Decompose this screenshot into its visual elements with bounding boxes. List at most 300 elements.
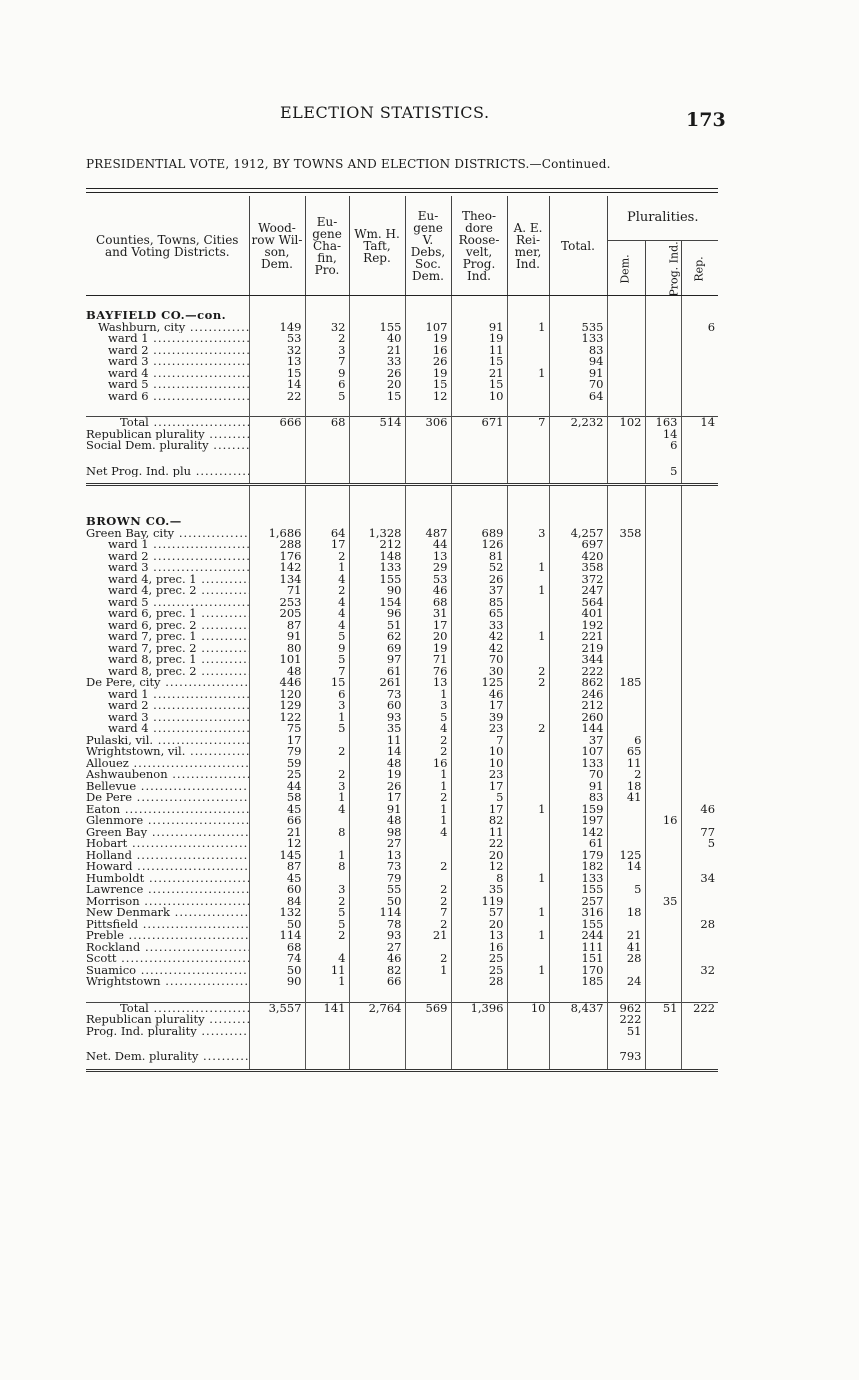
vote-cell: 79 [349,873,405,885]
district-name: Rockland ..... [86,942,249,954]
vote-cell [645,562,681,574]
vote-cell: 13 [349,850,405,862]
vote-cell: 6 [607,735,645,747]
vote-cell [681,1014,718,1026]
vote-cell: 1 [305,850,349,862]
vote-cell: 19 [451,333,507,345]
vote-cell: 2 [305,769,349,781]
vote-cell: 155 [349,322,405,334]
vote-cell: 18 [607,907,645,919]
district-name: Lawrence ..... [86,884,249,896]
vote-cell: 44 [405,539,451,551]
vote-cell: 39 [451,712,507,724]
vote-cell: 159 [549,804,607,816]
vote-cell: 34 [681,873,718,885]
table-row [86,700,718,712]
vote-cell [507,345,549,357]
vote-cell: 1 [507,368,549,380]
vote-cell: 19 [405,643,451,655]
running-title: ELECTION STATISTICS. [280,103,490,122]
vote-cell: 8 [451,873,507,885]
vote-cell: 120 [249,689,305,701]
vote-cell: 45 [249,804,305,816]
district-name: ward 5 ..... [86,597,249,609]
vote-cell: 41 [607,942,645,954]
table-row [86,712,718,724]
table-row [86,884,718,896]
vote-cell: 514 [349,417,405,429]
district-name: ward 1 ..... [86,689,249,701]
vote-cell: 17 [405,620,451,632]
vote-cell: 535 [549,322,607,334]
vote-cell [507,700,549,712]
vote-cell: 2 [405,919,451,931]
vote-cell: 15 [451,379,507,391]
vote-cell [645,585,681,597]
vote-cell [681,769,718,781]
table-row [86,356,718,368]
vote-cell [507,769,549,781]
vote-cell [249,440,305,452]
vote-cell: 185 [549,976,607,988]
district-name: Preble ..... [86,930,249,942]
vote-cell [645,654,681,666]
vote-cell: 42 [451,631,507,643]
vote-cell: 3 [305,884,349,896]
vote-cell [681,620,718,632]
vote-cell [645,712,681,724]
district-name: ward 2 ..... [86,345,249,357]
vote-cell: 14 [249,379,305,391]
vote-cell: 3 [305,781,349,793]
vote-cell: 19 [405,368,451,380]
vote-cell: 4 [305,953,349,965]
district-name: ward 4, prec. 1 ..... [86,574,249,586]
vote-cell [607,333,645,345]
vote-cell [507,815,549,827]
vote-cell: 2 [305,333,349,345]
vote-cell: 15 [305,677,349,689]
vote-cell [681,379,718,391]
vote-cell [645,746,681,758]
vote-cell: 1 [405,781,451,793]
vote-cell: 1,686 [249,528,305,540]
table-row [86,466,718,478]
vote-cell: 71 [249,585,305,597]
vote-cell: 16 [451,942,507,954]
vote-cell: 22 [451,838,507,850]
vote-cell [451,440,507,452]
vote-cell [451,466,507,478]
vote-cell: 316 [549,907,607,919]
vote-cell [249,429,305,441]
vote-cell [451,429,507,441]
vote-cell: 70 [549,769,607,781]
district-name: ward 3 ..... [86,562,249,574]
vote-cell: 15 [451,356,507,368]
vote-cell: 51 [607,1026,645,1038]
vote-cell: 10 [451,758,507,770]
district-name: Eaton ..... [86,804,249,816]
vote-cell: 569 [405,1002,451,1014]
vote-cell: 27 [349,838,405,850]
vote-cell: 11 [349,735,405,747]
vote-cell [645,930,681,942]
vote-cell: 23 [451,723,507,735]
vote-cell [607,827,645,839]
vote-cell [507,597,549,609]
vote-cell [405,440,451,452]
vote-cell: 5 [681,838,718,850]
vote-cell: 132 [249,907,305,919]
vote-cell [607,562,645,574]
vote-cell [549,440,607,452]
vote-cell [645,919,681,931]
vote-cell: 1 [405,965,451,977]
vote-cell: 154 [349,597,405,609]
district-name: ward 2 ..... [86,551,249,563]
vote-cell [681,884,718,896]
vote-cell: 37 [451,585,507,597]
vote-cell [645,827,681,839]
vote-cell: 420 [549,551,607,563]
vote-cell [607,551,645,563]
vote-cell [681,654,718,666]
vote-cell [681,942,718,954]
vote-cell [507,942,549,954]
vote-cell: 46 [405,585,451,597]
vote-cell: 50 [349,896,405,908]
vote-cell: 155 [549,884,607,896]
top-rule-2 [86,192,718,193]
vote-cell [645,1051,681,1063]
vote-cell [607,712,645,724]
vote-cell [645,976,681,988]
vote-cell: 222 [681,1002,718,1014]
vote-cell: 219 [549,643,607,655]
vote-cell: 129 [249,700,305,712]
vote-cell: 12 [405,391,451,403]
vote-cell: 28 [607,953,645,965]
vote-cell [507,976,549,988]
vote-cell: 6 [645,440,681,452]
table-row [86,689,718,701]
vote-cell [645,391,681,403]
district-name: ward 8, prec. 1 ..... [86,654,249,666]
vote-cell [549,466,607,478]
vote-cell [405,1026,451,1038]
vote-cell [549,1014,607,1026]
vote-cell: 6 [305,689,349,701]
vote-cell [645,838,681,850]
table-row [86,976,718,988]
district-name: Republican plurality ..... [86,1014,249,1026]
county-name: BROWN CO.— [86,516,182,528]
vote-cell [249,1026,305,1038]
vote-cell: 50 [249,919,305,931]
vote-cell: 12 [249,838,305,850]
district-name: Green Bay ..... [86,827,249,839]
vote-cell: 70 [549,379,607,391]
table-row [86,322,718,334]
vote-cell [681,539,718,551]
vote-cell: 13 [405,677,451,689]
vote-cell [607,391,645,403]
vote-cell [681,976,718,988]
vote-cell: 61 [549,838,607,850]
vote-cell [645,942,681,954]
vote-cell: 41 [607,792,645,804]
district-name: Pulaski, vil. ..... [86,735,249,747]
table-row [86,631,718,643]
vote-cell [507,838,549,850]
vote-cell: 1,328 [349,528,405,540]
vote-cell [681,333,718,345]
header-reimer: A. E. Rei- mer, Ind. [507,196,549,296]
table-body [86,296,718,1071]
vote-cell: 28 [681,919,718,931]
district-name: Republican plurality ..... [86,429,249,441]
table-row [86,539,718,551]
vote-cell: 20 [405,631,451,643]
vote-cell: 2 [405,792,451,804]
table-row [86,965,718,977]
district-name: ward 3 ..... [86,712,249,724]
vote-cell [645,758,681,770]
vote-cell: 64 [305,528,349,540]
vote-cell: 14 [349,746,405,758]
vote-cell [349,429,405,441]
vote-cell [507,850,549,862]
vote-cell [507,608,549,620]
vote-cell: 83 [549,345,607,357]
vote-cell: 133 [549,873,607,885]
vote-cell: 91 [349,804,405,816]
vote-cell [645,608,681,620]
vote-cell [645,528,681,540]
district-name: Hobart ..... [86,838,249,850]
vote-cell: 114 [349,907,405,919]
vote-cell: 372 [549,574,607,586]
vote-cell [681,608,718,620]
vote-cell: 5 [305,907,349,919]
vote-cell: 149 [249,322,305,334]
header-taft: Wm. H. Taft, Rep. [349,196,405,296]
vote-cell: 1 [507,322,549,334]
vote-cell: 1 [405,769,451,781]
vote-cell: 17 [451,804,507,816]
district-name: Allouez ..... [86,758,249,770]
vote-cell: 8,437 [549,1002,607,1014]
vote-cell: 73 [349,689,405,701]
vote-cell: 671 [451,417,507,429]
table-row [86,608,718,620]
district-name: Social Dem. plurality ..... [86,440,249,452]
vote-cell: 107 [549,746,607,758]
vote-cell: 2 [507,677,549,689]
district-name: ward 5 ..... [86,379,249,391]
vote-cell: 2,232 [549,417,607,429]
vote-cell: 4 [305,608,349,620]
vote-cell: 20 [451,850,507,862]
vote-cell: 192 [549,620,607,632]
vote-cell [645,574,681,586]
vote-cell: 46 [681,804,718,816]
vote-cell [349,1026,405,1038]
vote-cell: 45 [249,873,305,885]
vote-cell: 1 [305,976,349,988]
vote-cell: 77 [681,827,718,839]
vote-cell: 2 [405,953,451,965]
vote-cell: 83 [549,792,607,804]
vote-cell: 21 [249,827,305,839]
vote-cell: 94 [549,356,607,368]
vote-cell: 102 [607,417,645,429]
vote-cell: 107 [405,322,451,334]
vote-cell [349,1014,405,1026]
table-row [86,677,718,689]
vote-cell: 17 [451,781,507,793]
vote-cell: 793 [607,1051,645,1063]
vote-cell: 48 [349,758,405,770]
vote-cell: 48 [249,666,305,678]
vote-cell: 42 [451,643,507,655]
vote-cell [507,1014,549,1026]
vote-cell: 133 [549,333,607,345]
vote-cell: 10 [507,1002,549,1014]
vote-cell: 257 [549,896,607,908]
table-row [86,953,718,965]
district-name: Washburn, city ..... [86,322,249,334]
vote-cell: 7 [305,356,349,368]
vote-cell: 101 [249,654,305,666]
vote-cell: 15 [249,368,305,380]
table-row [86,781,718,793]
vote-cell [405,466,451,478]
vote-cell: 1 [405,689,451,701]
vote-cell: 4,257 [549,528,607,540]
vote-cell: 32 [681,965,718,977]
vote-cell [645,597,681,609]
vote-cell [681,528,718,540]
vote-cell [507,379,549,391]
vote-cell: 4 [305,597,349,609]
vote-cell [405,976,451,988]
vote-cell: 68 [249,942,305,954]
vote-cell: 151 [549,953,607,965]
vote-cell: 73 [349,861,405,873]
vote-cell: 51 [349,620,405,632]
vote-cell: 1 [305,792,349,804]
vote-cell: 8 [305,827,349,839]
vote-cell: 3 [305,700,349,712]
vote-cell [507,689,549,701]
vote-cell: 13 [249,356,305,368]
vote-cell [681,631,718,643]
vote-cell: 25 [451,965,507,977]
vote-cell: 3 [305,345,349,357]
district-name: ward 4 ..... [86,368,249,380]
vote-cell [645,666,681,678]
vote-cell [681,712,718,724]
vote-cell: 17 [451,700,507,712]
table-row [86,815,718,827]
vote-cell: 84 [249,896,305,908]
vote-cell: 14 [607,861,645,873]
district-name: Prog. Ind. plurality ..... [86,1026,249,1038]
vote-cell: 30 [451,666,507,678]
header-wilson: Wood- row Wil- son, Dem. [249,196,305,296]
vote-cell: 16 [645,815,681,827]
vote-cell [349,1051,405,1063]
table-row [86,379,718,391]
vote-cell [507,539,549,551]
district-name: Net. Dem. plurality ..... [86,1051,249,1063]
vote-cell: 197 [549,815,607,827]
vote-cell [607,654,645,666]
vote-cell [405,838,451,850]
vote-cell: 11 [305,965,349,977]
vote-cell: 142 [549,827,607,839]
vote-cell: 46 [349,953,405,965]
vote-cell: 4 [305,620,349,632]
vote-cell [507,466,549,478]
vote-cell: 18 [607,781,645,793]
vote-cell [681,391,718,403]
vote-cell: 19 [405,333,451,345]
vote-cell: 288 [249,539,305,551]
vote-cell: 4 [305,804,349,816]
vote-cell: 222 [607,1014,645,1026]
running-head [0,103,859,131]
vote-cell: 134 [249,574,305,586]
table-row [86,896,718,908]
vote-cell [681,643,718,655]
vote-cell: 1 [305,712,349,724]
vote-cell [645,1014,681,1026]
vote-cell: 145 [249,850,305,862]
vote-cell: 7 [451,735,507,747]
vote-cell: 125 [451,677,507,689]
vote-cell [607,689,645,701]
top-rule [86,188,718,189]
vote-cell [645,643,681,655]
vote-cell [549,1026,607,1038]
vote-cell [681,1026,718,1038]
vote-cell [681,345,718,357]
vote-cell: 75 [249,723,305,735]
vote-cell: 21 [451,368,507,380]
vote-cell: 163 [645,417,681,429]
vote-cell: 1 [507,873,549,885]
table-row [86,429,718,441]
vote-cell: 487 [405,528,451,540]
vote-cell: 26 [349,781,405,793]
vote-cell: 1 [305,562,349,574]
vote-cell: 96 [349,608,405,620]
vote-cell: 68 [305,417,349,429]
vote-cell: 2 [405,884,451,896]
vote-cell [681,368,718,380]
vote-cell [681,562,718,574]
vote-cell [681,689,718,701]
vote-cell [607,585,645,597]
vote-cell: 246 [549,689,607,701]
vote-cell: 31 [405,608,451,620]
vote-cell: 53 [249,333,305,345]
vote-cell [645,620,681,632]
vote-cell: 51 [645,1002,681,1014]
